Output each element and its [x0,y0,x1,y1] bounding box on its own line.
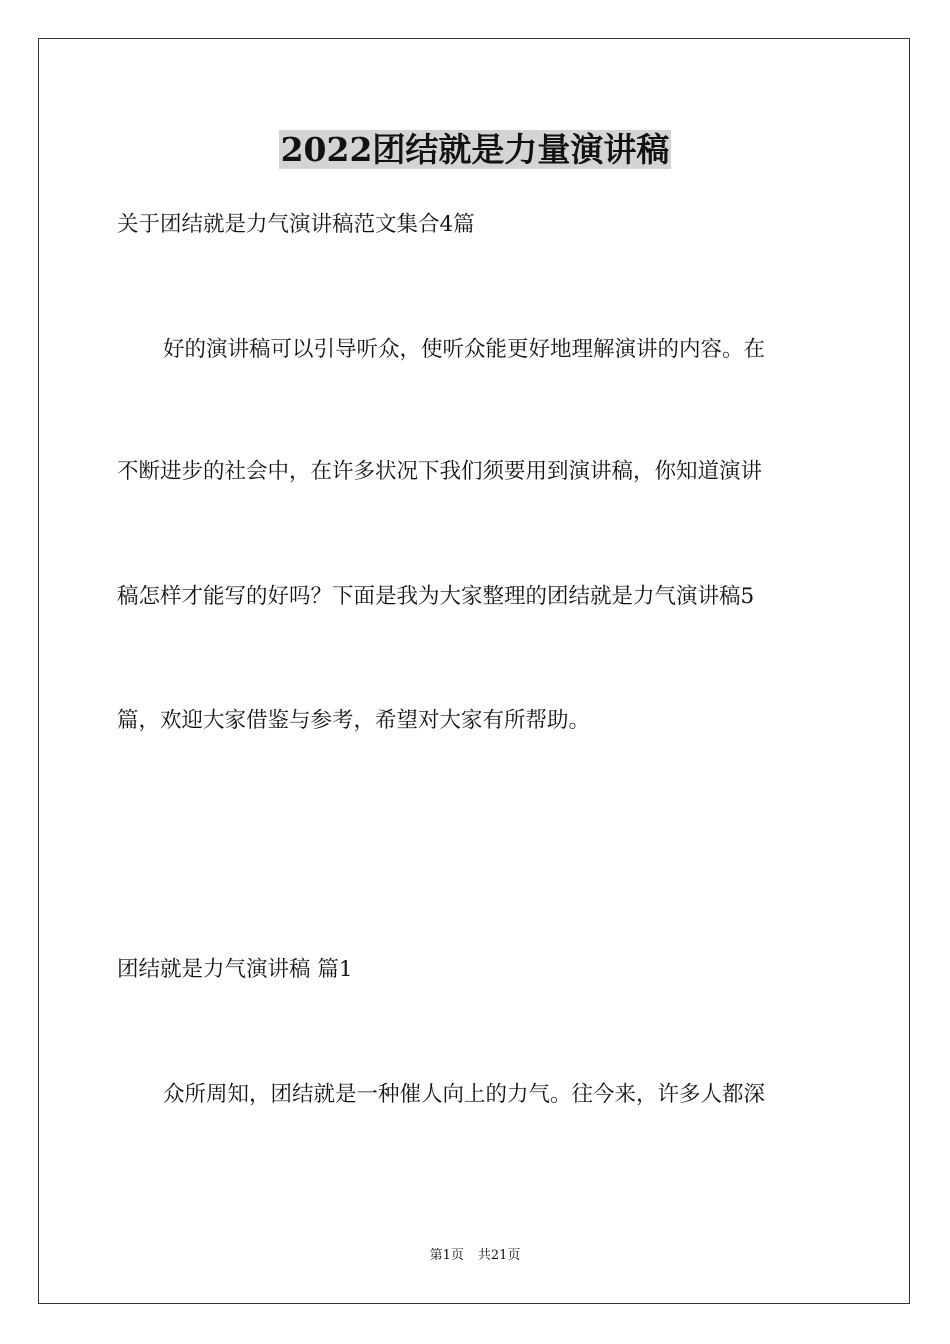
intro-line-3: 稿怎样才能写的好吗？下面是我为大家整理的团结就是力气演讲稿5 [117,584,755,609]
section-line-1: 众所周知，团结就是一种催人向上的力气。往今来，许多人都深 [163,1082,766,1107]
document-subtitle: 关于团结就是力气演讲稿范文集合4篇 [117,212,475,237]
page-number: 第1页 [429,1248,464,1263]
section-heading: 团结就是力气演讲稿 篇1 [117,957,353,982]
intro-line-1: 好的演讲稿可以引导听众，使听众能更好地理解演讲的内容。在 [163,337,766,362]
document-title [0,126,950,174]
page-total: 共21页 [477,1248,521,1263]
intro-line-4: 篇，欢迎大家借鉴与参考，希望对大家有所帮助。 [117,708,591,733]
intro-line-2: 不断进步的社会中，在许多状况下我们须要用到演讲稿，你知道演讲 [117,459,763,484]
document-title-text: 2022团结就是力量演讲稿 [280,130,670,169]
page-footer [0,1246,950,1266]
